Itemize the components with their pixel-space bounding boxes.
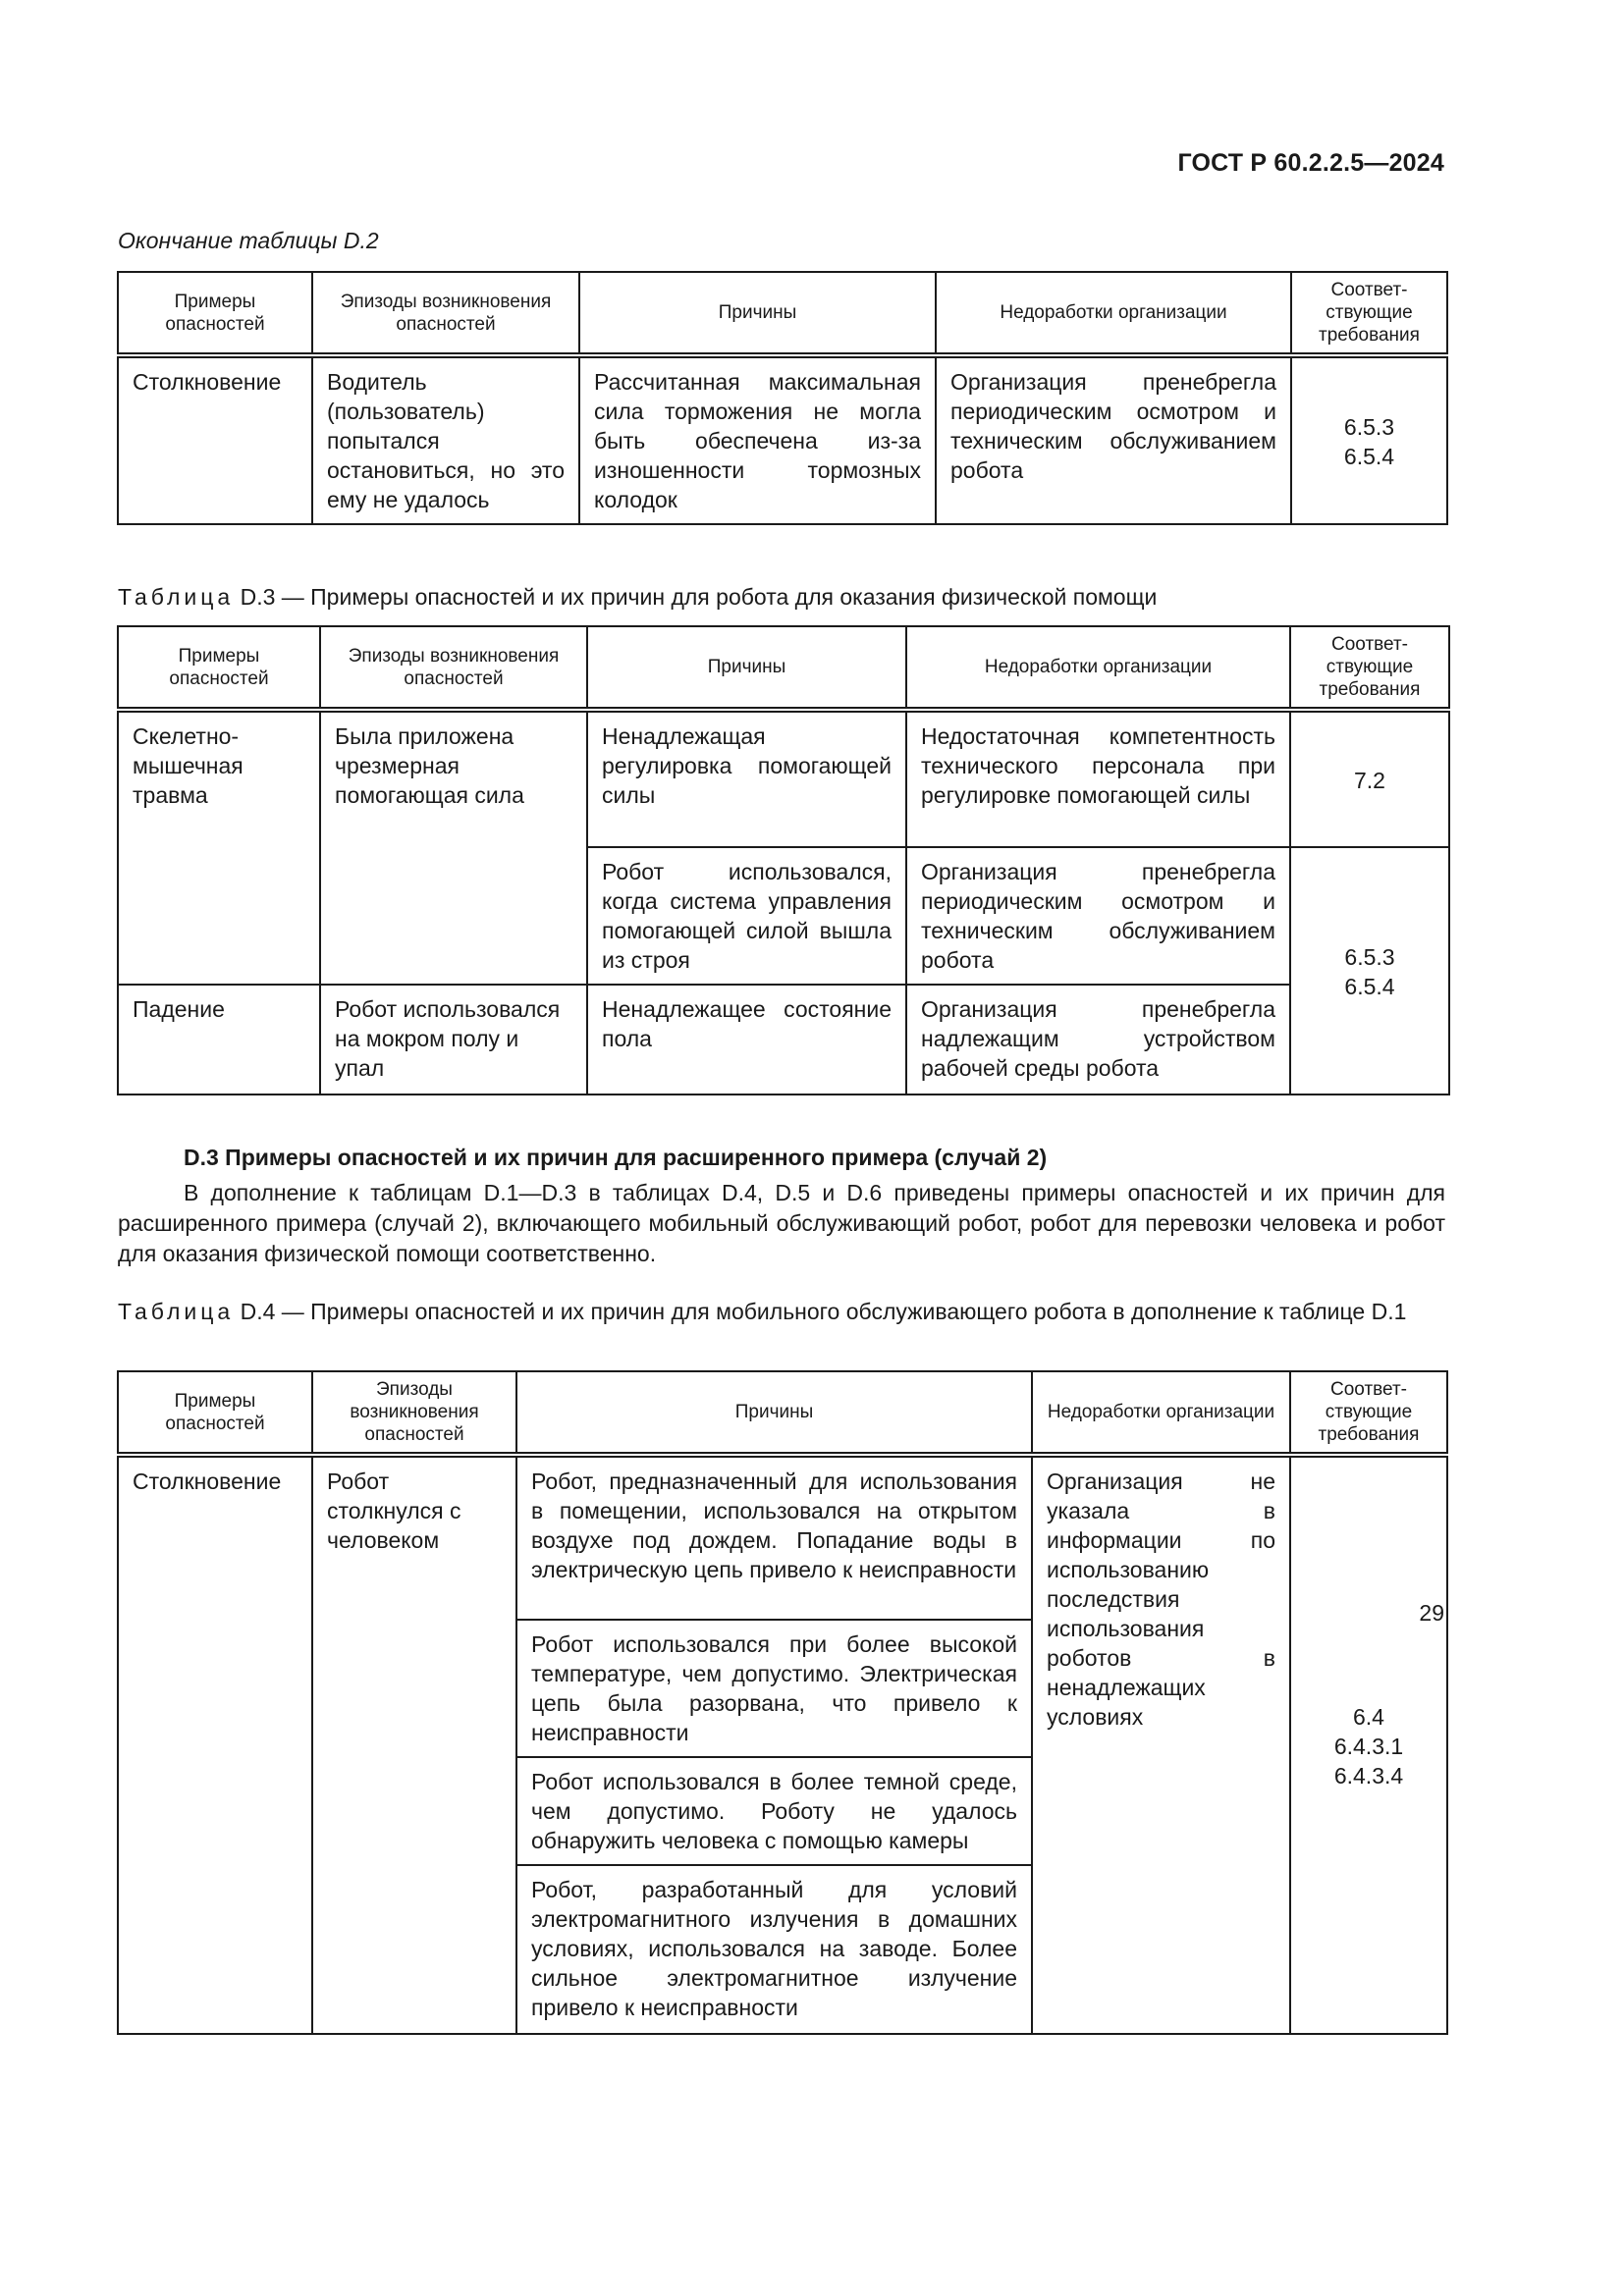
table-d3-caption [118,582,1157,612]
column-header: Причины [579,272,936,355]
caption-word: Таблица [118,584,235,610]
column-header: Недоработки организации [1032,1371,1290,1455]
deficiency-cell: Организация пренебрегла периодическим осмотром и техническим обслуживанием робота [936,355,1291,524]
requirements-cell [1291,355,1447,524]
requirements-cell [1290,847,1449,1095]
hazard-cell: Скелетно-мышечная травма [118,710,320,985]
cause-cell: Робот, разработанный для условий электромагнитного излучения в домашних условиях, использовался на заводе. Более сильное электромагнитное излучение привело к неисправности [516,1865,1032,2034]
column-header: Причины [587,626,906,710]
table-header-row [118,272,1447,355]
deficiency-cell: Организация пренебрегла надлежащим устройством рабочей среды робота [906,985,1290,1095]
section-paragraph: В дополнение к таблицам D.1—D.3 в таблицах D.4, D.5 и D.6 приведены примеры опасностей и их причин для расширенного примера (случай 2), включающего мобильный обслуживающий робот, робот для перевозки человека и робот для оказания физической помощи соответственно. [118,1180,1445,1266]
column-header: Примеры опасностей [118,1371,312,1455]
table-header-row [118,626,1449,710]
column-header: Эпизоды возникновения опасностей [320,626,587,710]
requirement-ref: 6.5.3 [1343,414,1395,440]
requirement-ref: 6.4 [1353,1704,1384,1730]
section-title: D.3 Примеры опасностей и их причин для расширенного примера (случай 2) [184,1145,1048,1170]
cause-cell: Робот использовался при более высокой температуре, чем допустимо. Электрическая цепь была разорвана, что привело к неисправности [516,1620,1032,1757]
cause-cell: Робот использовался в более темной среде, чем допустимо. Роботу не удалось обнаружить человека с помощью камеры [516,1757,1032,1865]
deficiency-cell: Недостаточная компетентность технического персонала при регулировке помогающей силы [906,710,1290,847]
episode-cell: Робот использовался на мокром полу и упал [320,985,587,1095]
hazard-cell: Столкновение [118,1455,312,2034]
column-header: Примеры опасностей [118,626,320,710]
table-header-row [118,1371,1447,1455]
deficiency-cell: Организация пренебрегла периодическим осмотром и техническим обслуживанием робота [906,847,1290,985]
hazard-cell: Столкновение [118,355,312,524]
requirement-ref: 6.5.4 [1343,444,1395,469]
table-row [118,1455,1447,1620]
table-row [118,985,1449,1095]
requirement-ref: 6.4.3.4 [1333,1763,1404,1789]
episode-cell: Водитель (пользователь) попытался остановиться, но это ему не удалось [312,355,579,524]
table-row [118,355,1447,524]
cause-cell: Рассчитанная максимальная сила торможения не могла быть обеспечена из-за изношенности тормозных колодок [579,355,936,524]
cause-cell: Робот использовался, когда система управления помогающей силой вышла из строя [587,847,906,985]
cause-cell: Ненадлежащая регулировка помогающей силы [587,710,906,847]
column-header: Эпизоды возникновения опасностей [312,272,579,355]
column-header: Соответ-ствующие требования [1290,1371,1447,1455]
document-code: ГОСТ Р 60.2.2.5—2024 [1177,149,1444,177]
requirements-cell: 7.2 [1290,710,1449,847]
hazard-cell: Падение [118,985,320,1095]
column-header: Недоработки организации [936,272,1291,355]
column-header: Примеры опасностей [118,272,312,355]
column-header: Эпизоды возникновения опасностей [312,1371,516,1455]
table-row [118,710,1449,847]
table-d4 [117,1370,1448,2035]
cause-cell: Робот, предназначенный для использования в помещении, использовался на открытом воздухе под дождем. Попадание воды в электрическую цепь привело к неисправности [516,1455,1032,1620]
column-header: Соответ-ствующие требования [1290,626,1449,710]
cause-cell: Ненадлежащее состояние пола [587,985,906,1095]
table-d2 [117,271,1448,525]
column-header: Соответ-ствующие требования [1291,272,1447,355]
column-header: Причины [516,1371,1032,1455]
episode-cell: Робот столкнулся с человеком [312,1455,516,2034]
page-number: 29 [1419,1600,1444,1626]
requirements-cell [1290,1455,1447,2034]
table-d3 [117,625,1450,1095]
requirement-ref: 6.4.3.1 [1333,1734,1404,1759]
column-header: Недоработки организации [906,626,1290,710]
deficiency-cell: Организация не указала в информации по использованию последствия использования роботов в ненадлежащих условиях [1032,1455,1290,2034]
caption-word: Таблица [118,1299,235,1324]
caption-text: D.3 — Примеры опасностей и их причин для робота для оказания физической помощи [240,584,1158,610]
table-d4-caption [118,1297,1447,1326]
requirement-ref: 6.5.4 [1344,974,1395,999]
requirement-ref: 6.5.3 [1344,944,1395,970]
table-d2-caption: Окончание таблицы D.2 [118,228,379,253]
episode-cell: Была приложена чрезмерная помогающая сила [320,710,587,985]
caption-text: D.4 — Примеры опасностей и их причин для мобильного обслуживающего робота в дополнение к таблице D.1 [240,1299,1407,1324]
